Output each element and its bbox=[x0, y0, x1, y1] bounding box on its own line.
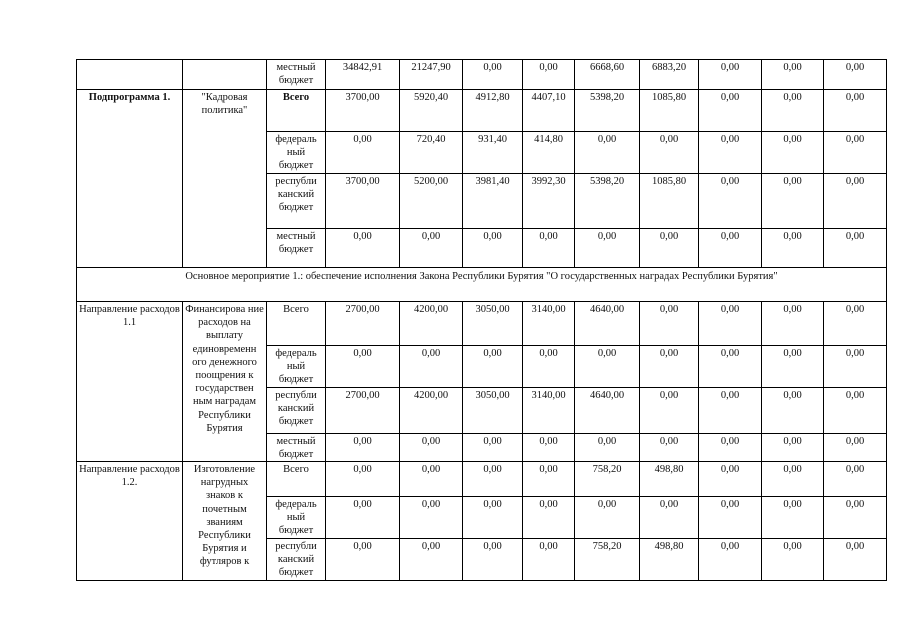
value-cell: 0,00 bbox=[575, 132, 640, 174]
value-cell: 0,00 bbox=[463, 539, 523, 581]
value-cell: 0,00 bbox=[762, 90, 824, 132]
value-cell: 758,20 bbox=[575, 462, 640, 497]
value-cell: 0,00 bbox=[575, 433, 640, 461]
funding-source-cell: федераль ный бюджет bbox=[267, 346, 326, 388]
value-cell: 0,00 bbox=[463, 462, 523, 497]
value-cell: 0,00 bbox=[640, 346, 699, 388]
value-cell: 4640,00 bbox=[575, 387, 640, 433]
funding-source-cell: местный бюджет bbox=[267, 229, 326, 268]
value-cell: 0,00 bbox=[699, 90, 762, 132]
value-cell: 0,00 bbox=[699, 539, 762, 581]
value-cell: 0,00 bbox=[824, 387, 887, 433]
value-cell: 3992,30 bbox=[523, 174, 575, 229]
value-cell: 0,00 bbox=[824, 60, 887, 90]
value-cell: 4912,80 bbox=[463, 90, 523, 132]
value-cell: 0,00 bbox=[762, 433, 824, 461]
value-cell: 0,00 bbox=[762, 497, 824, 539]
value-cell: 3700,00 bbox=[326, 90, 400, 132]
value-cell: 720,40 bbox=[400, 132, 463, 174]
table-row bbox=[77, 268, 887, 302]
value-cell: 0,00 bbox=[824, 90, 887, 132]
value-cell: 0,00 bbox=[699, 229, 762, 268]
value-cell: 0,00 bbox=[523, 229, 575, 268]
value-cell: 0,00 bbox=[400, 497, 463, 539]
value-cell: 0,00 bbox=[824, 174, 887, 229]
funding-source-cell: федераль ный бюджет bbox=[267, 132, 326, 174]
value-cell: 0,00 bbox=[400, 462, 463, 497]
value-cell: 414,80 bbox=[523, 132, 575, 174]
value-cell: 0,00 bbox=[699, 387, 762, 433]
value-cell: 0,00 bbox=[575, 346, 640, 388]
value-cell: 6883,20 bbox=[640, 60, 699, 90]
funding-source-cell: республи канский бюджет bbox=[267, 387, 326, 433]
value-cell: 34842,91 bbox=[326, 60, 400, 90]
value-cell: 0,00 bbox=[400, 539, 463, 581]
value-cell: 498,80 bbox=[640, 462, 699, 497]
value-cell: 0,00 bbox=[762, 539, 824, 581]
table-row bbox=[77, 60, 887, 90]
value-cell: 758,20 bbox=[575, 539, 640, 581]
value-cell: 5398,20 bbox=[575, 174, 640, 229]
value-cell: 0,00 bbox=[575, 229, 640, 268]
funding-source-cell: Всего bbox=[267, 90, 326, 132]
value-cell: 1085,80 bbox=[640, 90, 699, 132]
value-cell: 0,00 bbox=[523, 462, 575, 497]
empty-cell bbox=[183, 60, 267, 90]
value-cell: 0,00 bbox=[640, 433, 699, 461]
value-cell: 0,00 bbox=[699, 433, 762, 461]
value-cell: 3700,00 bbox=[326, 174, 400, 229]
direction1-name-cell: Направление расходов 1.1 bbox=[77, 302, 183, 462]
budget-table bbox=[76, 59, 887, 581]
value-cell: 3140,00 bbox=[523, 302, 575, 346]
value-cell: 4200,00 bbox=[400, 302, 463, 346]
value-cell: 0,00 bbox=[824, 132, 887, 174]
value-cell: 3050,00 bbox=[463, 302, 523, 346]
value-cell: 2700,00 bbox=[326, 302, 400, 346]
value-cell: 0,00 bbox=[824, 229, 887, 268]
value-cell: 5398,20 bbox=[575, 90, 640, 132]
value-cell: 5200,00 bbox=[400, 174, 463, 229]
value-cell: 0,00 bbox=[699, 60, 762, 90]
value-cell: 0,00 bbox=[640, 302, 699, 346]
value-cell: 0,00 bbox=[762, 462, 824, 497]
value-cell: 0,00 bbox=[326, 462, 400, 497]
value-cell: 4200,00 bbox=[400, 387, 463, 433]
value-cell: 0,00 bbox=[463, 497, 523, 539]
value-cell: 0,00 bbox=[640, 497, 699, 539]
value-cell: 0,00 bbox=[523, 539, 575, 581]
value-cell: 0,00 bbox=[326, 132, 400, 174]
value-cell: 0,00 bbox=[824, 497, 887, 539]
value-cell: 6668,60 bbox=[575, 60, 640, 90]
value-cell: 0,00 bbox=[699, 302, 762, 346]
value-cell: 0,00 bbox=[699, 132, 762, 174]
value-cell: 0,00 bbox=[523, 60, 575, 90]
value-cell: 1085,80 bbox=[640, 174, 699, 229]
value-cell: 0,00 bbox=[762, 346, 824, 388]
value-cell: 0,00 bbox=[523, 497, 575, 539]
value-cell: 498,80 bbox=[640, 539, 699, 581]
value-cell: 3981,40 bbox=[463, 174, 523, 229]
value-cell: 0,00 bbox=[326, 433, 400, 461]
value-cell: 0,00 bbox=[463, 229, 523, 268]
value-cell: 0,00 bbox=[699, 174, 762, 229]
value-cell: 0,00 bbox=[762, 174, 824, 229]
value-cell: 0,00 bbox=[699, 462, 762, 497]
empty-cell bbox=[77, 60, 183, 90]
value-cell: 0,00 bbox=[400, 229, 463, 268]
value-cell: 0,00 bbox=[762, 387, 824, 433]
subprogram-description-cell: "Кадровая политика" bbox=[183, 90, 267, 268]
value-cell: 0,00 bbox=[699, 346, 762, 388]
direction1-description-cell: Финансирова ние расходов на выплату единовременн ого денежного поощрения к государствен ным наградам Республики Бурятия bbox=[183, 302, 267, 462]
value-cell: 0,00 bbox=[523, 346, 575, 388]
subprogram-name-cell: Подпрограмма 1. bbox=[77, 90, 183, 268]
value-cell: 0,00 bbox=[575, 497, 640, 539]
table-row bbox=[77, 462, 887, 497]
value-cell: 0,00 bbox=[463, 433, 523, 461]
value-cell: 0,00 bbox=[762, 60, 824, 90]
budget-table-page bbox=[76, 59, 886, 581]
value-cell: 0,00 bbox=[326, 497, 400, 539]
value-cell: 0,00 bbox=[640, 387, 699, 433]
value-cell: 0,00 bbox=[824, 302, 887, 346]
direction2-description-cell: Изготовление нагрудных знаков к почетным званиям Республики Бурятия и футляров к bbox=[183, 462, 267, 581]
value-cell: 0,00 bbox=[326, 539, 400, 581]
funding-source-cell: Всего bbox=[267, 462, 326, 497]
value-cell: 0,00 bbox=[824, 433, 887, 461]
funding-source-cell: местный бюджет bbox=[267, 60, 326, 90]
direction2-name-cell: Направление расходов 1.2. bbox=[77, 462, 183, 581]
value-cell: 0,00 bbox=[762, 229, 824, 268]
value-cell: 0,00 bbox=[762, 302, 824, 346]
value-cell: 0,00 bbox=[824, 539, 887, 581]
table-row bbox=[77, 90, 887, 132]
value-cell: 5920,40 bbox=[400, 90, 463, 132]
value-cell: 4407,10 bbox=[523, 90, 575, 132]
value-cell: 0,00 bbox=[400, 346, 463, 388]
value-cell: 0,00 bbox=[699, 497, 762, 539]
value-cell: 0,00 bbox=[523, 433, 575, 461]
value-cell: 3140,00 bbox=[523, 387, 575, 433]
funding-source-cell: местный бюджет bbox=[267, 433, 326, 461]
funding-source-cell: республи канский бюджет bbox=[267, 539, 326, 581]
value-cell: 0,00 bbox=[400, 433, 463, 461]
value-cell: 0,00 bbox=[326, 346, 400, 388]
table-row bbox=[77, 302, 887, 346]
value-cell: 4640,00 bbox=[575, 302, 640, 346]
value-cell: 0,00 bbox=[762, 132, 824, 174]
value-cell: 21247,90 bbox=[400, 60, 463, 90]
value-cell: 0,00 bbox=[824, 346, 887, 388]
value-cell: 0,00 bbox=[326, 229, 400, 268]
value-cell: 0,00 bbox=[640, 229, 699, 268]
funding-source-cell: республи канский бюджет bbox=[267, 174, 326, 229]
section-title: Основное мероприятие 1.: обеспечение исполнения Закона Республики Бурятия "О государственных наградах Республики Бурятия" bbox=[77, 268, 887, 302]
funding-source-cell: федераль ный бюджет bbox=[267, 497, 326, 539]
value-cell: 0,00 bbox=[824, 462, 887, 497]
value-cell: 0,00 bbox=[640, 132, 699, 174]
value-cell: 3050,00 bbox=[463, 387, 523, 433]
value-cell: 931,40 bbox=[463, 132, 523, 174]
table-body bbox=[77, 60, 887, 581]
value-cell: 2700,00 bbox=[326, 387, 400, 433]
value-cell: 0,00 bbox=[463, 60, 523, 90]
funding-source-cell: Всего bbox=[267, 302, 326, 346]
value-cell: 0,00 bbox=[463, 346, 523, 388]
